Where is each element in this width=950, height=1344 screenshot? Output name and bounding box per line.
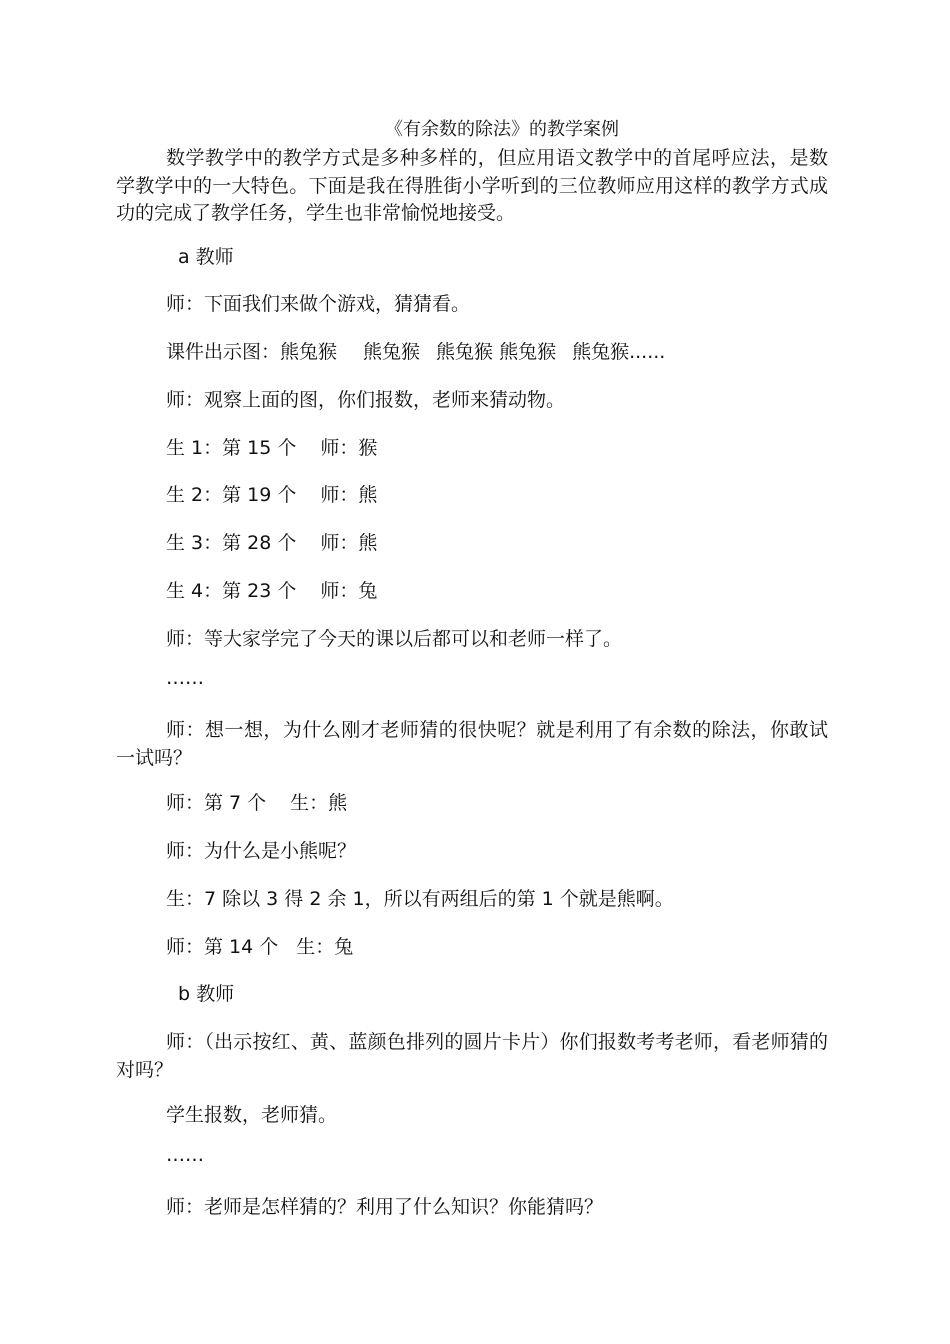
student-report: 生 1：第 15 个	[166, 437, 297, 459]
animal-group: 熊兔猴	[436, 341, 494, 363]
dialog-round	[166, 789, 347, 817]
student-report: 生 4：第 23 个	[166, 580, 297, 602]
document-title: 《有余数的除法》的教学案例	[385, 119, 619, 140]
teacher-think-paragraph: 师：想一想，为什么刚才老师猜的很快呢？就是利用了有余数的除法，你敢试一试吗？	[116, 719, 828, 769]
teacher-question: 师：第 14 个	[166, 936, 279, 958]
teacher-how-line: 师：老师是怎样猜的？利用了什么知识？你能猜吗？	[166, 1196, 604, 1218]
student-report: 生 2：第 19 个	[166, 484, 297, 506]
student-explanation: 生：7 除以 3 得 2 余 1，所以有两组后的第 1 个就是熊啊。	[166, 888, 674, 910]
student-report: 生 3：第 28 个	[166, 532, 297, 554]
dialog-round	[166, 481, 377, 509]
teacher-wait-line: 师：等大家学完了今天的课以后都可以和老师一样了。	[166, 628, 623, 650]
animal-group: 熊兔猴	[363, 341, 421, 363]
student-answer: 生：熊	[290, 792, 348, 814]
ellipsis: ……	[166, 1144, 204, 1166]
teacher-guess: 师：熊	[320, 484, 378, 506]
courseware-line	[166, 338, 665, 366]
teacher-observe-line: 师：观察上面的图，你们报数，老师来猜动物。	[166, 389, 566, 411]
teacher-cards-paragraph: 师：（出示按红、黄、蓝颜色排列的圆片卡片）你们报数考考老师，看老师猜的对吗？	[116, 1031, 828, 1081]
student-answer: 生：兔	[296, 936, 354, 958]
teacher-question: 师：第 7 个	[166, 792, 267, 814]
animal-group: 熊兔猴	[280, 341, 338, 363]
intro-paragraph: 数学教学中的教学方式是多种多样的，但应用语文教学中的首尾呼应法，是数学教学中的一大特色。下面是我在得胜街小学听到的三位教师应用这样的教学方式成功的完成了教学任务，学生也非常愉悦地接受。	[116, 147, 828, 224]
animal-group: 熊兔猴	[499, 341, 557, 363]
teacher-why-line: 师：为什么是小熊呢？	[166, 840, 357, 862]
animal-group: 熊兔猴......	[572, 341, 666, 363]
section-a-heading: a 教师	[178, 246, 234, 268]
dialog-round	[166, 577, 377, 605]
teacher-game-line: 师：下面我们来做个游戏，猜猜看。	[166, 293, 471, 315]
teacher-guess: 师：猴	[320, 437, 378, 459]
dialog-round	[166, 933, 353, 961]
ellipsis: ……	[166, 667, 204, 689]
courseware-label: 课件出示图：	[166, 341, 281, 363]
dialog-round	[166, 434, 377, 462]
teacher-guess: 师：熊	[320, 532, 378, 554]
teacher-guess: 师：兔	[320, 580, 378, 602]
student-report-line: 学生报数，老师猜。	[166, 1104, 338, 1126]
dialog-round	[166, 529, 377, 557]
section-b-heading: b 教师	[178, 983, 235, 1005]
